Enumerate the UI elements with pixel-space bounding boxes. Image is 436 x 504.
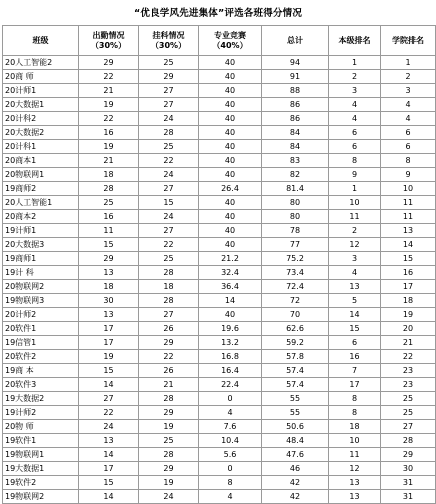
grade-rank-cell: 1: [329, 182, 381, 196]
attendance-cell: 15: [79, 364, 139, 378]
major-competition-cell: 16.4: [199, 364, 262, 378]
header-row: [3, 26, 436, 56]
class-cell: 20计师1: [3, 84, 79, 98]
attendance-cell: 21: [79, 84, 139, 98]
class-cell: 20计科2: [3, 112, 79, 126]
table-row: [3, 56, 436, 70]
grade-rank-cell: 6: [329, 126, 381, 140]
attendance-cell: 13: [79, 308, 139, 322]
total-cell: 50.6: [262, 420, 329, 434]
college-rank-cell: 23: [381, 378, 436, 392]
subject-score-cell: 22: [139, 238, 199, 252]
subject-score-cell: 24: [139, 490, 199, 504]
total-cell: 78: [262, 224, 329, 238]
subject-score-cell: 19: [139, 420, 199, 434]
class-cell: 19商师2: [3, 182, 79, 196]
subject-score-cell: 29: [139, 336, 199, 350]
class-cell: 19物联网3: [3, 294, 79, 308]
subject-score-cell: 29: [139, 70, 199, 84]
total-cell: 42: [262, 476, 329, 490]
table-row: [3, 196, 436, 210]
major-competition-cell: 4: [199, 490, 262, 504]
attendance-cell: 11: [79, 224, 139, 238]
subject-score-cell: 27: [139, 98, 199, 112]
attendance-cell: 18: [79, 280, 139, 294]
attendance-cell: 22: [79, 406, 139, 420]
total-cell: 73.4: [262, 266, 329, 280]
table-row: [3, 84, 436, 98]
class-cell: 20软件3: [3, 378, 79, 392]
table-row: [3, 476, 436, 490]
class-cell: 19商师1: [3, 252, 79, 266]
total-cell: 82: [262, 168, 329, 182]
subject-score-cell: 28: [139, 266, 199, 280]
college-rank-cell: 3: [381, 84, 436, 98]
attendance-cell: 30: [79, 294, 139, 308]
college-rank-cell: 4: [381, 98, 436, 112]
total-cell: 55: [262, 406, 329, 420]
table-row: [3, 70, 436, 84]
subject-score-cell: 29: [139, 406, 199, 420]
subject-score-cell: 25: [139, 434, 199, 448]
class-cell: 20计科1: [3, 140, 79, 154]
attendance-cell: 19: [79, 98, 139, 112]
grade-rank-cell: 15: [329, 322, 381, 336]
table-row: [3, 462, 436, 476]
subject-score-cell: 24: [139, 112, 199, 126]
grade-rank-cell: 4: [329, 112, 381, 126]
college-rank-cell: 1: [381, 56, 436, 70]
total-cell: 72.4: [262, 280, 329, 294]
major-competition-cell: 14: [199, 294, 262, 308]
subject-score-cell: 18: [139, 280, 199, 294]
major-competition-cell: 32.4: [199, 266, 262, 280]
total-cell: 57.8: [262, 350, 329, 364]
major-competition-cell: 40: [199, 238, 262, 252]
table-row: [3, 154, 436, 168]
total-cell: 48.4: [262, 434, 329, 448]
score-table: [2, 25, 436, 504]
header-grade-rank: 本级排名: [329, 26, 381, 56]
table-row: [3, 322, 436, 336]
table-row: [3, 210, 436, 224]
major-competition-cell: 40: [199, 308, 262, 322]
subject-score-cell: 21: [139, 378, 199, 392]
table-row: [3, 420, 436, 434]
grade-rank-cell: 3: [329, 252, 381, 266]
total-cell: 62.6: [262, 322, 329, 336]
table-row: [3, 308, 436, 322]
college-rank-cell: 20: [381, 322, 436, 336]
grade-rank-cell: 12: [329, 462, 381, 476]
major-competition-cell: 40: [199, 126, 262, 140]
major-competition-cell: 36.4: [199, 280, 262, 294]
grade-rank-cell: 8: [329, 406, 381, 420]
grade-rank-cell: 2: [329, 70, 381, 84]
attendance-cell: 16: [79, 126, 139, 140]
attendance-cell: 14: [79, 490, 139, 504]
grade-rank-cell: 18: [329, 420, 381, 434]
major-competition-cell: 40: [199, 154, 262, 168]
table-row: [3, 280, 436, 294]
major-competition-cell: 40: [199, 224, 262, 238]
total-cell: 91: [262, 70, 329, 84]
grade-rank-cell: 14: [329, 308, 381, 322]
college-rank-cell: 15: [381, 252, 436, 266]
class-cell: 20大数据2: [3, 126, 79, 140]
grade-rank-cell: 5: [329, 294, 381, 308]
college-rank-cell: 10: [381, 182, 436, 196]
grade-rank-cell: 8: [329, 392, 381, 406]
grade-rank-cell: 13: [329, 490, 381, 504]
grade-rank-cell: 17: [329, 378, 381, 392]
attendance-cell: 27: [79, 392, 139, 406]
total-cell: 86: [262, 98, 329, 112]
attendance-cell: 18: [79, 168, 139, 182]
major-competition-cell: 40: [199, 112, 262, 126]
attendance-cell: 19: [79, 140, 139, 154]
class-cell: 20大数据3: [3, 238, 79, 252]
attendance-cell: 24: [79, 420, 139, 434]
table-row: [3, 448, 436, 462]
grade-rank-cell: 7: [329, 364, 381, 378]
total-cell: 86: [262, 112, 329, 126]
major-competition-cell: 40: [199, 84, 262, 98]
total-cell: 84: [262, 126, 329, 140]
table-row: [3, 406, 436, 420]
major-competition-cell: 16.8: [199, 350, 262, 364]
attendance-cell: 15: [79, 238, 139, 252]
table-row: [3, 238, 436, 252]
class-cell: 19物联网1: [3, 448, 79, 462]
header-total: 总计: [262, 26, 329, 56]
attendance-cell: 29: [79, 56, 139, 70]
class-cell: 19计师2: [3, 406, 79, 420]
header-subject-score: 挂科情况 （30%）: [139, 26, 199, 56]
subject-score-cell: 24: [139, 210, 199, 224]
attendance-cell: 17: [79, 336, 139, 350]
class-cell: 20物联网1: [3, 168, 79, 182]
table-row: [3, 168, 436, 182]
header-attendance: 出勤情况 （30%）: [79, 26, 139, 56]
total-cell: 55: [262, 392, 329, 406]
college-rank-cell: 16: [381, 266, 436, 280]
total-cell: 80: [262, 196, 329, 210]
college-rank-cell: 22: [381, 350, 436, 364]
table-row: [3, 350, 436, 364]
major-competition-cell: 40: [199, 140, 262, 154]
table-row: [3, 98, 436, 112]
table-row: [3, 434, 436, 448]
college-rank-cell: 8: [381, 154, 436, 168]
major-competition-cell: 40: [199, 70, 262, 84]
total-cell: 75.2: [262, 252, 329, 266]
subject-score-cell: 24: [139, 168, 199, 182]
class-cell: 20商本1: [3, 154, 79, 168]
grade-rank-cell: 10: [329, 196, 381, 210]
major-competition-cell: 5.6: [199, 448, 262, 462]
subject-score-cell: 25: [139, 56, 199, 70]
subject-score-cell: 19: [139, 476, 199, 490]
grade-rank-cell: 4: [329, 98, 381, 112]
table-row: [3, 490, 436, 504]
subject-score-cell: 28: [139, 126, 199, 140]
grade-rank-cell: 3: [329, 84, 381, 98]
major-competition-cell: 40: [199, 56, 262, 70]
major-competition-cell: 13.2: [199, 336, 262, 350]
grade-rank-cell: 9: [329, 168, 381, 182]
grade-rank-cell: 8: [329, 154, 381, 168]
table-row: [3, 392, 436, 406]
attendance-cell: 21: [79, 154, 139, 168]
total-cell: 47.6: [262, 448, 329, 462]
attendance-cell: 14: [79, 378, 139, 392]
subject-score-cell: 26: [139, 322, 199, 336]
major-competition-cell: 40: [199, 210, 262, 224]
subject-score-cell: 27: [139, 182, 199, 196]
table-row: [3, 336, 436, 350]
college-rank-cell: 2: [381, 70, 436, 84]
attendance-cell: 13: [79, 434, 139, 448]
total-cell: 57.4: [262, 364, 329, 378]
header-class: 班级: [3, 26, 79, 56]
total-cell: 72: [262, 294, 329, 308]
table-row: [3, 364, 436, 378]
class-cell: 19商 本: [3, 364, 79, 378]
major-competition-cell: 0: [199, 392, 262, 406]
class-cell: 20人工智能2: [3, 56, 79, 70]
table-row: [3, 126, 436, 140]
subject-score-cell: 22: [139, 350, 199, 364]
major-competition-cell: 40: [199, 196, 262, 210]
grade-rank-cell: 4: [329, 266, 381, 280]
total-cell: 88: [262, 84, 329, 98]
table-row: [3, 112, 436, 126]
attendance-cell: 13: [79, 266, 139, 280]
attendance-cell: 28: [79, 182, 139, 196]
college-rank-cell: 30: [381, 462, 436, 476]
total-cell: 77: [262, 238, 329, 252]
sheet-title: “优良学风先进集体”评选各班得分情况: [133, 8, 303, 19]
class-cell: 19计师1: [3, 224, 79, 238]
college-rank-cell: 11: [381, 210, 436, 224]
class-cell: 20商 师: [3, 70, 79, 84]
total-cell: 46: [262, 462, 329, 476]
grade-rank-cell: 1: [329, 56, 381, 70]
total-cell: 42: [262, 490, 329, 504]
grade-rank-cell: 16: [329, 350, 381, 364]
college-rank-cell: 25: [381, 392, 436, 406]
subject-score-cell: 26: [139, 364, 199, 378]
attendance-cell: 22: [79, 112, 139, 126]
college-rank-cell: 9: [381, 168, 436, 182]
total-cell: 59.2: [262, 336, 329, 350]
table-row: [3, 140, 436, 154]
grade-rank-cell: 11: [329, 210, 381, 224]
college-rank-cell: 19: [381, 308, 436, 322]
grade-rank-cell: 6: [329, 336, 381, 350]
class-cell: 19计 科: [3, 266, 79, 280]
header-college-rank: 学院排名: [381, 26, 436, 56]
subject-score-cell: 25: [139, 252, 199, 266]
attendance-cell: 25: [79, 196, 139, 210]
table-row: [3, 182, 436, 196]
college-rank-cell: 31: [381, 490, 436, 504]
subject-score-cell: 27: [139, 224, 199, 238]
class-cell: 20商本2: [3, 210, 79, 224]
college-rank-cell: 4: [381, 112, 436, 126]
major-competition-cell: 21.2: [199, 252, 262, 266]
subject-score-cell: 28: [139, 392, 199, 406]
major-competition-cell: 26.4: [199, 182, 262, 196]
major-competition-cell: 40: [199, 98, 262, 112]
college-rank-cell: 29: [381, 448, 436, 462]
attendance-cell: 15: [79, 476, 139, 490]
major-competition-cell: 22.4: [199, 378, 262, 392]
attendance-cell: 17: [79, 322, 139, 336]
college-rank-cell: 21: [381, 336, 436, 350]
class-cell: 19信管1: [3, 336, 79, 350]
table-row: [3, 252, 436, 266]
subject-score-cell: 28: [139, 448, 199, 462]
table-body: [3, 56, 436, 504]
class-cell: 20大数据1: [3, 98, 79, 112]
header-major-competition: 专业竞赛 （40%）: [199, 26, 262, 56]
subject-score-cell: 22: [139, 154, 199, 168]
attendance-cell: 14: [79, 448, 139, 462]
attendance-cell: 17: [79, 462, 139, 476]
table-header: [3, 26, 436, 56]
college-rank-cell: 27: [381, 420, 436, 434]
major-competition-cell: 10.4: [199, 434, 262, 448]
college-rank-cell: 23: [381, 364, 436, 378]
class-cell: 20物 师: [3, 420, 79, 434]
grade-rank-cell: 2: [329, 224, 381, 238]
college-rank-cell: 17: [381, 280, 436, 294]
major-competition-cell: 4: [199, 406, 262, 420]
grade-rank-cell: 13: [329, 280, 381, 294]
major-competition-cell: 0: [199, 462, 262, 476]
subject-score-cell: 27: [139, 308, 199, 322]
major-competition-cell: 40: [199, 168, 262, 182]
class-cell: 20物联网2: [3, 280, 79, 294]
attendance-cell: 16: [79, 210, 139, 224]
class-cell: 20软件2: [3, 350, 79, 364]
total-cell: 81.4: [262, 182, 329, 196]
attendance-cell: 29: [79, 252, 139, 266]
college-rank-cell: 6: [381, 140, 436, 154]
table-row: [3, 266, 436, 280]
grade-rank-cell: 10: [329, 434, 381, 448]
college-rank-cell: 25: [381, 406, 436, 420]
class-cell: 19软件2: [3, 476, 79, 490]
total-cell: 57.4: [262, 378, 329, 392]
class-cell: 19软件1: [3, 434, 79, 448]
subject-score-cell: 15: [139, 196, 199, 210]
table-row: [3, 224, 436, 238]
subject-score-cell: 25: [139, 140, 199, 154]
class-cell: 20软件1: [3, 322, 79, 336]
class-cell: 19大数据2: [3, 392, 79, 406]
college-rank-cell: 31: [381, 476, 436, 490]
class-cell: 19大数据1: [3, 462, 79, 476]
grade-rank-cell: 12: [329, 238, 381, 252]
class-cell: 19物联网2: [3, 490, 79, 504]
college-rank-cell: 28: [381, 434, 436, 448]
college-rank-cell: 14: [381, 238, 436, 252]
college-rank-cell: 18: [381, 294, 436, 308]
grade-rank-cell: 6: [329, 140, 381, 154]
grade-rank-cell: 11: [329, 448, 381, 462]
total-cell: 94: [262, 56, 329, 70]
major-competition-cell: 8: [199, 476, 262, 490]
subject-score-cell: 29: [139, 462, 199, 476]
subject-score-cell: 28: [139, 294, 199, 308]
table-row: [3, 378, 436, 392]
total-cell: 70: [262, 308, 329, 322]
table-row: [3, 294, 436, 308]
total-cell: 80: [262, 210, 329, 224]
college-rank-cell: 11: [381, 196, 436, 210]
major-competition-cell: 19.6: [199, 322, 262, 336]
class-cell: 20计师2: [3, 308, 79, 322]
college-rank-cell: 6: [381, 126, 436, 140]
total-cell: 84: [262, 140, 329, 154]
total-cell: 83: [262, 154, 329, 168]
college-rank-cell: 13: [381, 224, 436, 238]
attendance-cell: 22: [79, 70, 139, 84]
subject-score-cell: 27: [139, 84, 199, 98]
class-cell: 20人工智能1: [3, 196, 79, 210]
major-competition-cell: 7.6: [199, 420, 262, 434]
attendance-cell: 19: [79, 350, 139, 364]
grade-rank-cell: 13: [329, 476, 381, 490]
